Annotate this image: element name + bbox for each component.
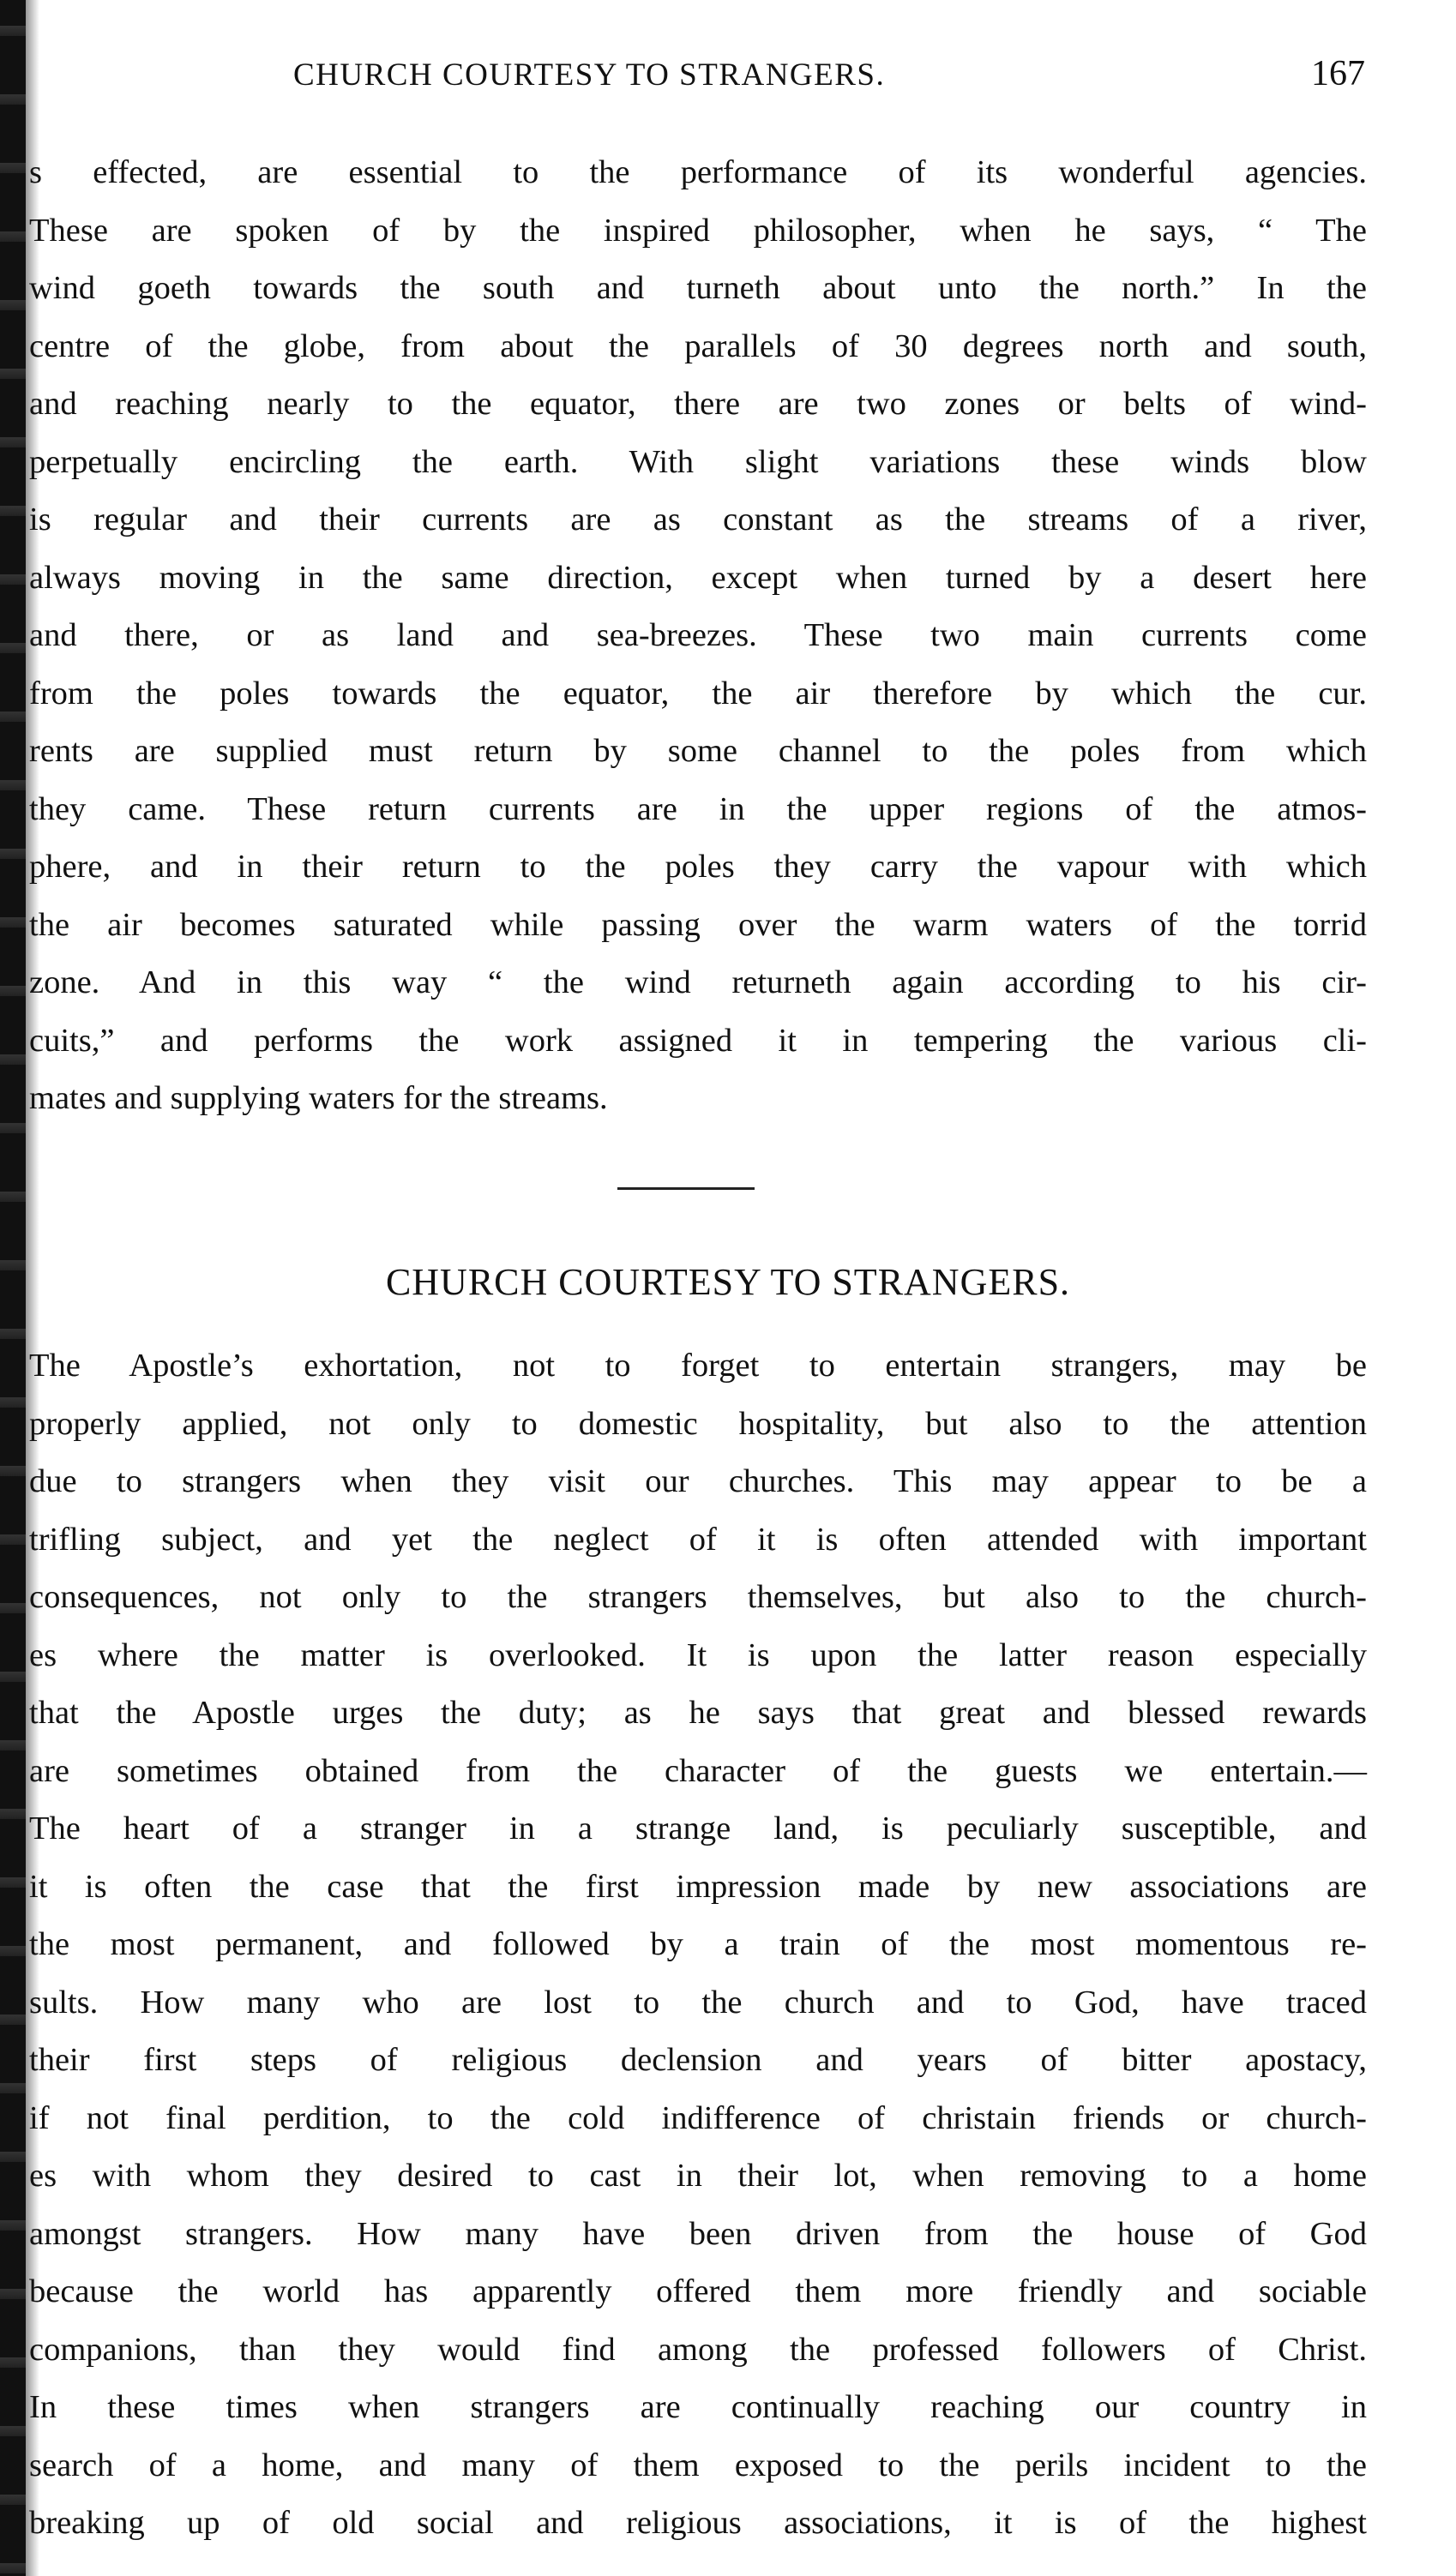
text-line: search of a home, and many of them exposed to the perils incident to the [29, 2447, 1367, 2483]
text-line: centre of the globe, from about the parallels of 30 degrees north and south, [29, 327, 1367, 364]
text-line: due to strangers when they visit our churches. This may appear to be a [29, 1463, 1367, 1499]
text-line: are sometimes obtained from the character of the guests we entertain.— [29, 1752, 1367, 1789]
running-title: CHURCH COURTESY TO STRANGERS. [293, 57, 886, 93]
text-line: cuits,” and performs the work assigned it in tempering the various cli- [29, 1022, 1367, 1059]
text-line: phere, and in their return to the poles they carry the vapour with which [29, 849, 1367, 885]
text-line: the most permanent, and followed by a train of the most momentous re- [29, 1926, 1367, 1962]
text-line: perpetually encircling the earth. With slight variations these winds blow [29, 443, 1367, 480]
text-line: they came. These return currents are in the upper regions of the atmos- [29, 790, 1367, 827]
section-divider [617, 1187, 755, 1190]
text-line: These are spoken of by the inspired philosopher, when he says, “ The [29, 212, 1367, 249]
text-line: mates and supplying waters for the streams. [29, 1080, 608, 1116]
text-line: properly applied, not only to domestic hospitality, but also to the attention [29, 1405, 1367, 1442]
text-line: always moving in the same direction, except when turned by a desert here [29, 559, 1367, 596]
text-line: es where the matter is overlooked. It is upon the latter reason especially [29, 1636, 1367, 1673]
text-line: The heart of a stranger in a strange land, is peculiarly susceptible, and [29, 1810, 1367, 1846]
text-line: amongst strangers. How many have been driven from the house of God [29, 2215, 1367, 2252]
section-heading: CHURCH COURTESY TO STRANGERS. [385, 1261, 1071, 1303]
running-head [45, 54, 1382, 108]
text-line: breaking up of old social and religious associations, it is of the highest [29, 2505, 1367, 2541]
text-line: the air becomes saturated while passing over the warm waters of the torrid [29, 906, 1367, 943]
text-line: is regular and their currents are as constant as the streams of a river, [29, 501, 1367, 537]
text-line: zone. And in this way “ the wind returneth again according to his cir- [29, 964, 1367, 1000]
text-line: companions, than they would find among the professed followers of Christ. [29, 2331, 1367, 2368]
text-line: rents are supplied must return by some channel to the poles from which [29, 733, 1367, 769]
text-line: wind goeth towards the south and turneth about unto the north.” In the [29, 270, 1367, 306]
text-line: from the poles towards the equator, the air therefore by which the cur. [29, 675, 1367, 712]
text-line: that the Apostle urges the duty; as he says that great and blessed rewards [29, 1695, 1367, 1731]
text-line: if not final perdition, to the cold indifference of christain friends or church- [29, 2099, 1367, 2136]
text-line: because the world has apparently offered them more friendly and sociable [29, 2273, 1367, 2309]
text-line: s effected, are essential to the performance of its wonderful agencies. [29, 154, 1367, 190]
text-line: their first steps of religious declension and years of bitter apostacy, [29, 2042, 1367, 2078]
text-line: sults. How many who are lost to the church and to God, have traced [29, 1984, 1367, 2021]
text-line: it is often the case that the first impression made by new associations are [29, 1868, 1367, 1905]
text-line: and there, or as land and sea-breezes. These two main currents come [29, 617, 1367, 653]
text-line: trifling subject, and yet the neglect of it is often attended with important [29, 1521, 1367, 1558]
text-line: consequences, not only to the strangers themselves, but also to the church- [29, 1579, 1367, 1615]
text-line: and reaching nearly to the equator, there are two zones or belts of wind- [29, 386, 1367, 422]
paragraph-church-courtesy [29, 1337, 1367, 2553]
page-number: 167 [1311, 54, 1365, 93]
paragraph-wind-currents [29, 144, 1367, 1128]
text-line: es with whom they desired to cast in their lot, when removing to a home [29, 2158, 1367, 2194]
text-line: The Apostle’s exhortation, not to forget to entertain strangers, may be [29, 1348, 1367, 1384]
text-line: In these times when strangers are continually reaching our country in [29, 2389, 1367, 2425]
